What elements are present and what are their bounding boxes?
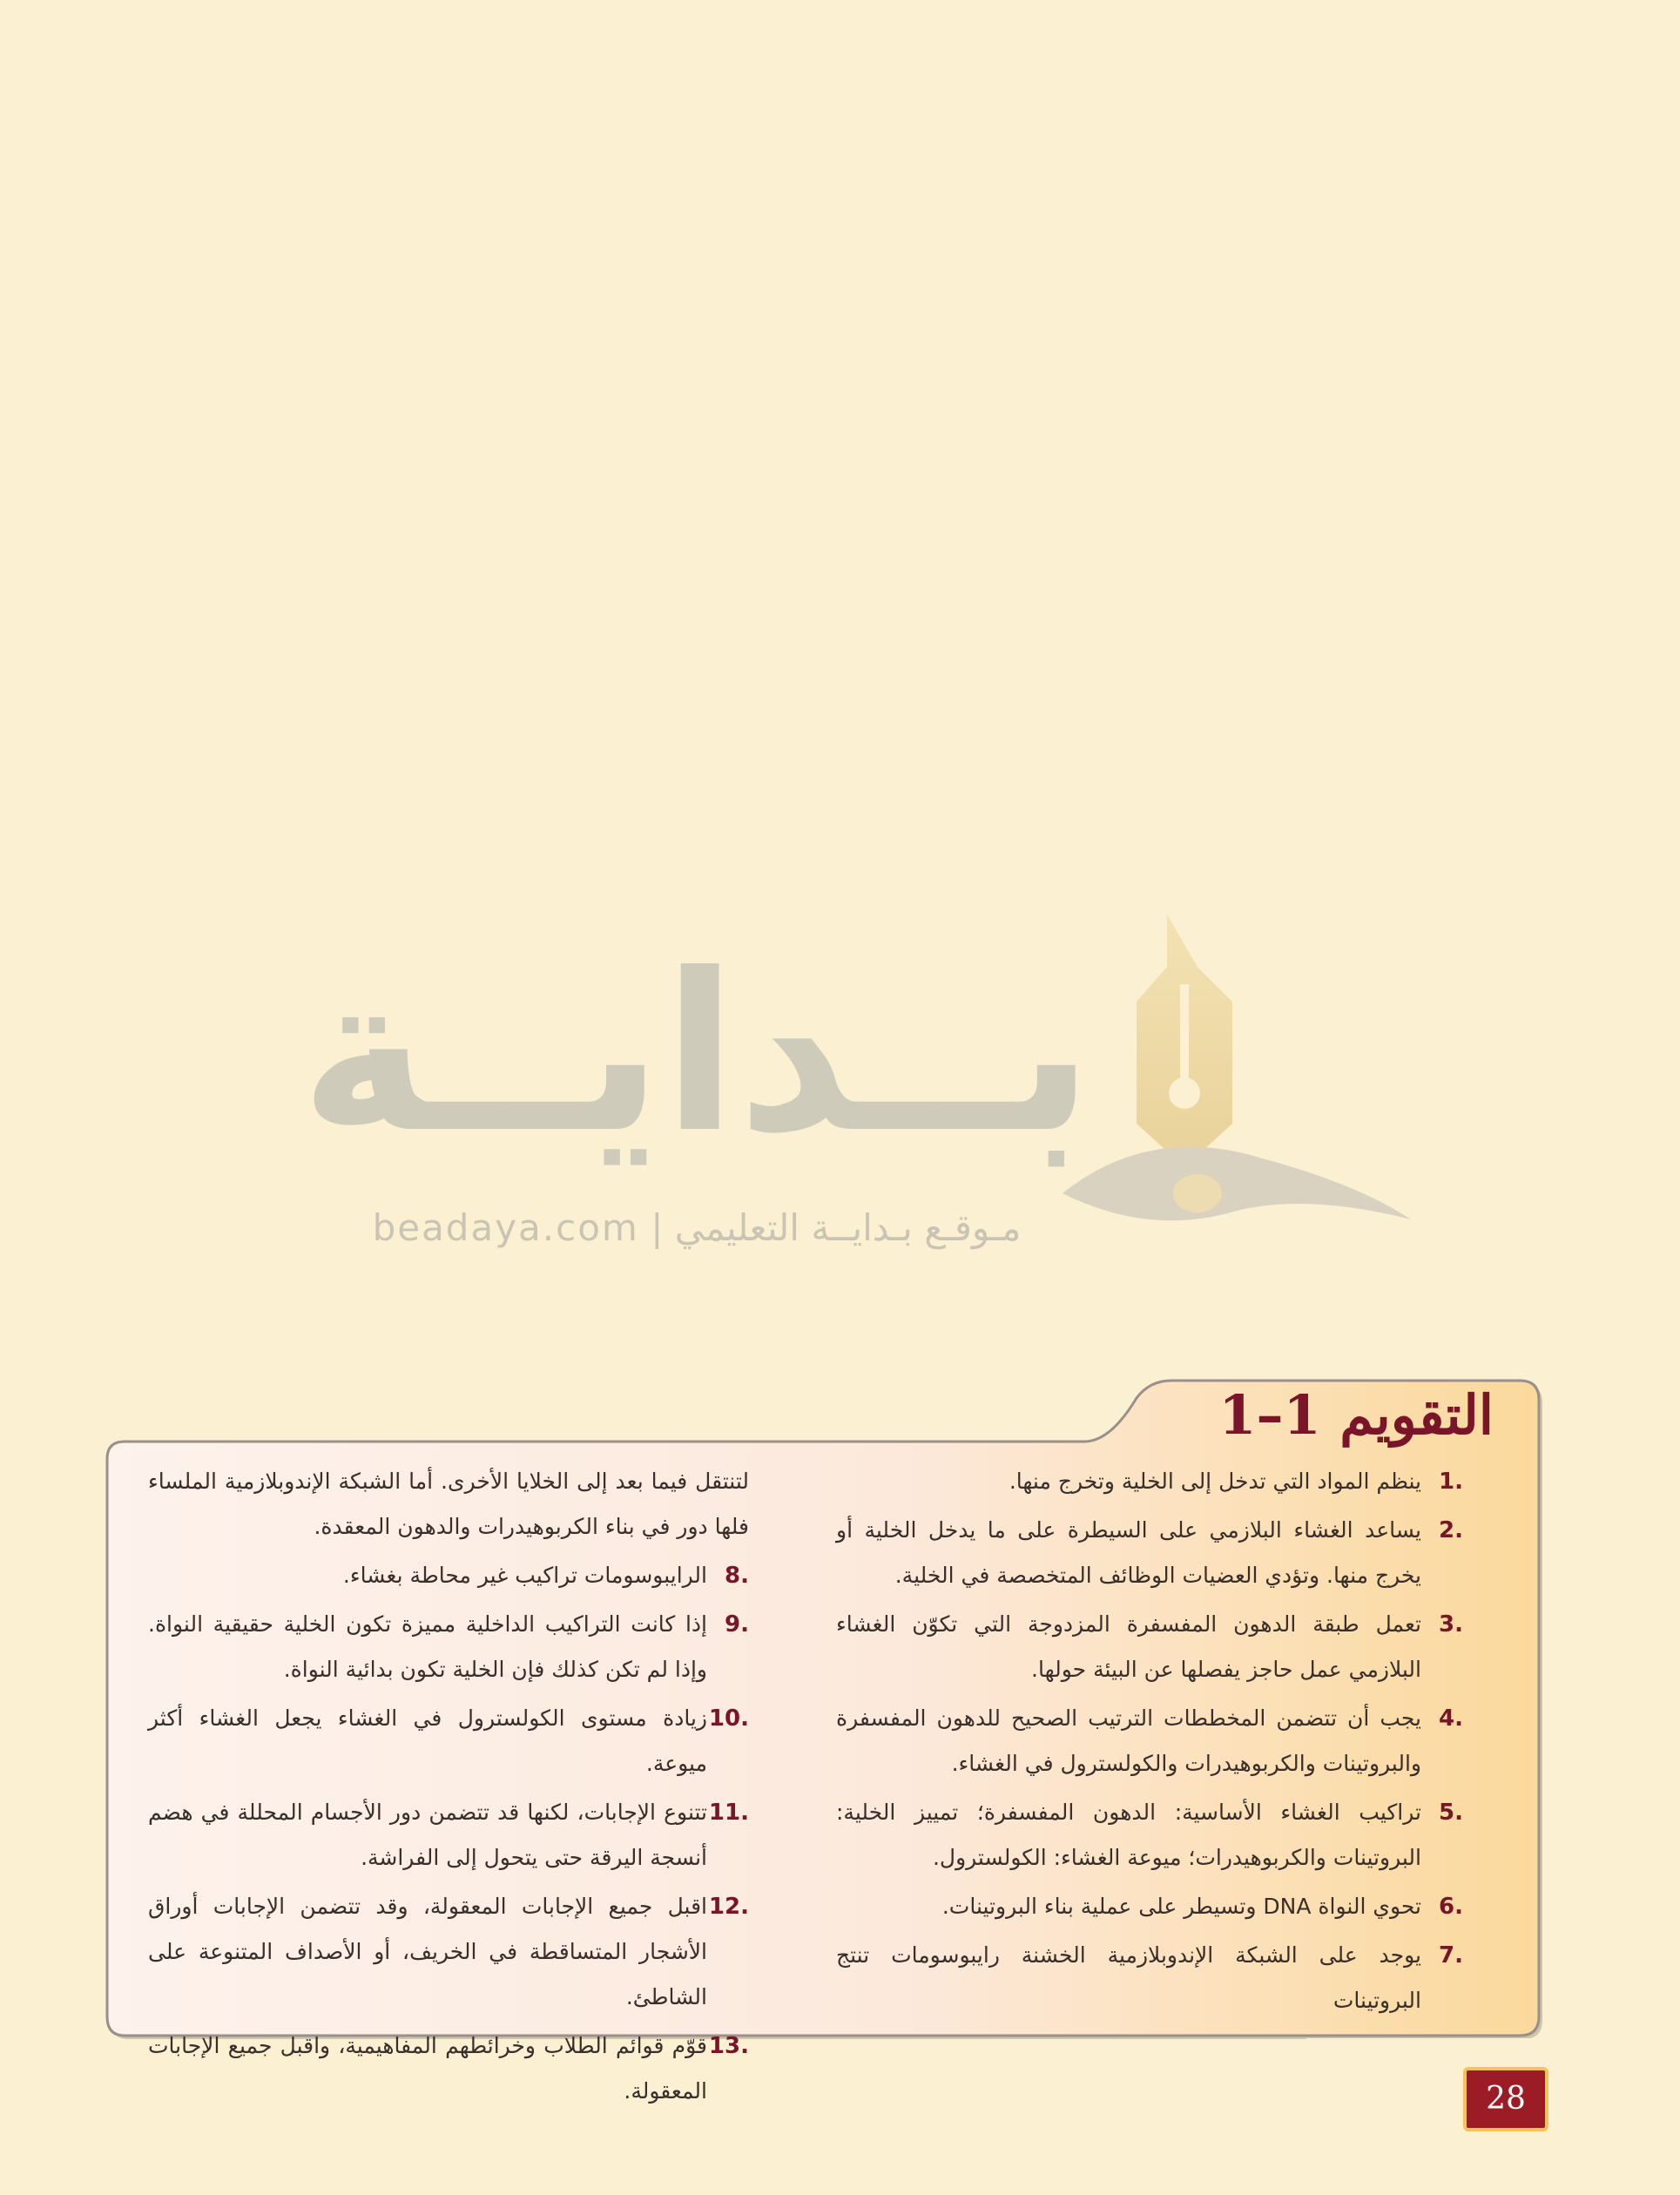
answer-continuation [148, 1459, 749, 1550]
answer-text: زيادة مستوى الكولسترول في الغشاء يجعل الغشاء أكثر ميوعة. [148, 1705, 707, 1776]
answer-number: .7 [1439, 1942, 1463, 1969]
answer-number: .2 [1439, 1517, 1463, 1543]
answer-item [148, 2023, 749, 2114]
watermark [235, 915, 1454, 1280]
answer-text: اقبل جميع الإجابات المعقولة، وقد تتضمن الإجابات أوراق الأشجار المتساقطة في الخريف، أو الأصداف المتنوعة على الشاطئ. [148, 1894, 707, 2009]
answer-text: تحوي النواة DNA وتسيطر على عملية بناء البروتينات. [941, 1894, 1421, 1919]
answer-item [836, 1696, 1463, 1786]
answer-item [836, 1790, 1463, 1881]
answer-item [836, 1602, 1463, 1692]
answer-number: .5 [1439, 1800, 1463, 1826]
section-title: التقويم 1–1 [1218, 1383, 1494, 1447]
answer-text: يجب أن تتضمن المخططات الترتيب الصحيح للدهون المفسفرة والبروتينات والكربوهيدرات والكولسترول في الغشاء. [836, 1705, 1421, 1776]
answer-item [836, 1459, 1463, 1504]
answer-number: .3 [1439, 1611, 1463, 1638]
answer-number: .12 [708, 1894, 749, 1920]
answer-item [836, 1933, 1463, 2023]
page-number-badge: 28 [1463, 2067, 1548, 2131]
answer-number: .6 [1439, 1894, 1463, 1920]
answer-text: يوجد على الشبكة الإندوبلازمية الخشنة رايبوسومات تنتج البروتينات [836, 1942, 1421, 2013]
answer-item [836, 1884, 1463, 1929]
answer-item [148, 1790, 749, 1881]
answer-item [148, 1884, 749, 2020]
answer-item [148, 1696, 749, 1786]
answer-item [148, 1602, 749, 1692]
answers-right-column [836, 1459, 1463, 2027]
answer-item [836, 1508, 1463, 1598]
answer-item [148, 1553, 749, 1598]
answer-number: .13 [708, 2033, 749, 2059]
answer-text: تتنوع الإجابات، لكنها قد تتضمن دور الأجسام المحللة في هضم أنسجة اليرقة حتى يتحول إلى الفراشة. [148, 1800, 707, 1870]
watermark-subtitle: مـوقـع بـدايــة التعليمي | beadaya.com [372, 1206, 1022, 1249]
answer-text: تعمل طبقة الدهون المفسفرة المزدوجة التي تكوّن الغشاء البلازمي عمل حاجز يفصلها عن البيئة حولها. [836, 1611, 1421, 1682]
answer-text: الرايبوسومات تراكيب غير محاطة بغشاء. [342, 1563, 707, 1588]
answer-number: .10 [708, 1705, 749, 1732]
answer-text: لتنتقل فيما بعد إلى الخلايا الأخرى. أما الشبكة الإندوبلازمية الملساء فلها دور في بناء الكربوهيدرات والدهون المعقدة. [148, 1469, 749, 1539]
answer-text: قوّم قوائم الطلاب وخرائطهم المفاهيمية، واقبل جميع الإجابات المعقولة. [148, 2033, 707, 2104]
answer-number: .8 [725, 1563, 749, 1589]
answer-text: إذا كانت التراكيب الداخلية مميزة تكون الخلية حقيقية النواة. وإذا لم تكن كذلك فإن الخلية تكون بدائية النواة. [148, 1611, 707, 1682]
answer-number: .4 [1439, 1705, 1463, 1732]
answer-number: .1 [1439, 1469, 1463, 1495]
answer-number: .9 [725, 1611, 749, 1638]
answer-number: .11 [708, 1800, 749, 1826]
footer-strip [1306, 2038, 1559, 2059]
answers-left-column [148, 1459, 749, 2117]
answer-text: تراكيب الغشاء الأساسية: الدهون المفسفرة؛ تمييز الخلية: البروتينات والكربوهيدرات؛ ميوعة الغشاء: الكولسترول. [836, 1800, 1421, 1870]
answer-text: يساعد الغشاء البلازمي على السيطرة على ما يدخل الخلية أو يخرج منها. وتؤدي العضيات الوظائف المتخصصة في الخلية. [836, 1517, 1421, 1588]
watermark-logo-text: بــدايــة [300, 927, 1094, 1180]
answer-text: ينظم المواد التي تدخل إلى الخلية وتخرج منها. [1009, 1469, 1421, 1494]
